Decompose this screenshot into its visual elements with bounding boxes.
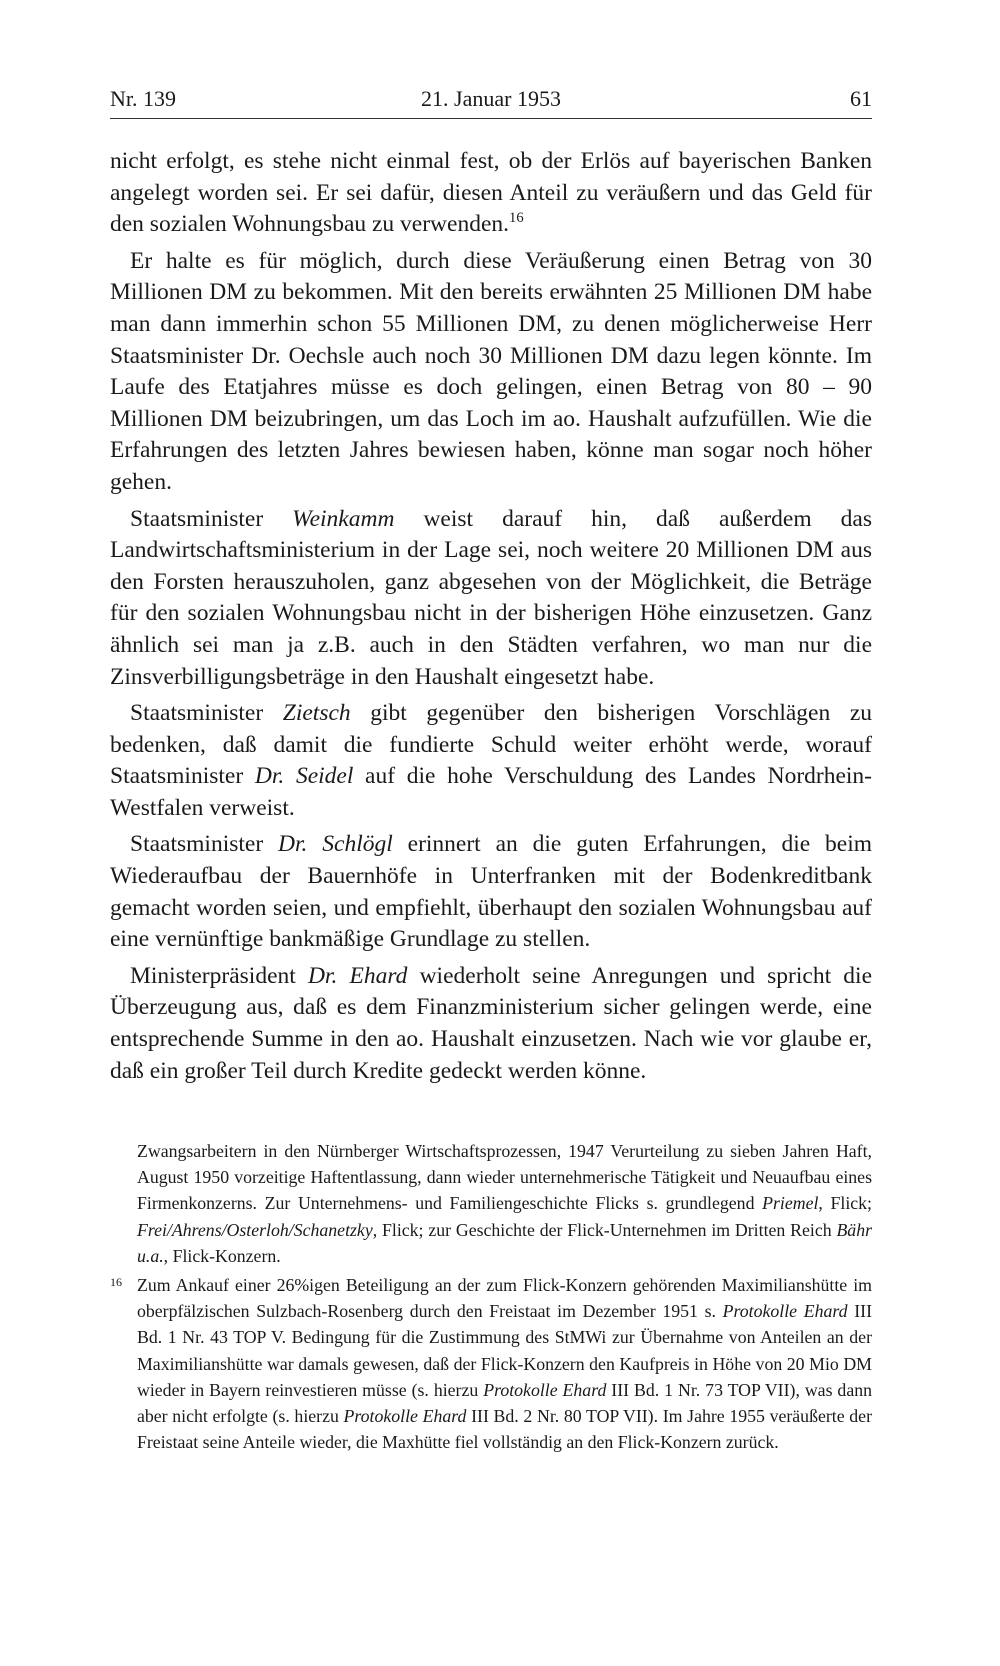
footnote-continued: Zwangsarbeitern in den Nürnberger Wirtschaftsprozessen, 1947 Verurteilung zu sieben Jahren Haft, August 1950 vorzeitige Haftentlassung, dann wieder unternehmerische Tätigkeit und Neuaufbau eines Firmenkonzerns. Zur Unternehmens- und Familiengeschichte Flicks s. grundlegend Priemel, Flick; Frei/Ahrens/Osterloh/Schanetzky, Flick; zur Geschichte der Flick-Unternehmen im Dritten Reich Bähr u.a., Flick-Konzern. [137, 1141, 872, 1266]
paragraph-4: Staatsminister Zietsch gibt gegenüber den bisherigen Vorschlägen zu bedenken, daß damit die fundierte Schuld weiter erhöht werde, worauf Staatsminister Dr. Seidel auf die hohe Verschuldung des Landes Nordrhein-Westfalen verweist. [110, 700, 873, 821]
footnotes [110, 1138, 872, 1458]
paragraph-5: Staatsminister Dr. Schlögl erinnert an die guten Erfahrungen, die beim Wiederaufbau der Bauernhöfe in Unterfranken mit der Bodenkreditbank gemacht worden seien, und empfiehlt, überhaupt den sozialen Wohnungsbau auf eine vernünftige bankmäßige Grundlage zu stellen. [110, 831, 873, 953]
paragraph-2: Er halte es für möglich, durch diese Veräußerung einen Betrag von 30 Millionen DM zu bekommen. Mit den bereits erwähnten 25 Millionen DM habe man dann immerhin schon 55 Millionen DM, zu denen möglicherweise Herr Staatsminister Dr. Oechsle auch noch 30 Millionen DM dazu legen könnte. Im Laufe des Etatjahres müsse es doch gelingen, einen Betrag von 80 – 90 Millionen DM beizubringen, um das Loch im ao. Haushalt aufzufüllen. Wie die Erfahrungen des letzten Jahres bewiesen haben, könne man sogar noch höher gehen. [110, 247, 872, 495]
footnote-number: 16 [110, 1275, 122, 1290]
speaker-name: Zietsch [282, 700, 351, 727]
document-number: Nr. 139 [110, 86, 176, 111]
speaker-name: Dr. Seidel [254, 763, 354, 790]
running-head [110, 84, 872, 119]
footnote-ref-16: 16 [509, 210, 524, 227]
paragraph-6: Ministerpräsident Dr. Ehard wiederholt seine Anregungen und spricht die Überzeugung aus, daß es dem Finanzministerium sicher gelingen werde, eine entsprechende Summe in den ao. Haushalt einzusetzen. Nach wie vor glaube er, daß ein großer Teil durch Kredite gedeckt werden könne. [110, 962, 873, 1084]
paragraph-3: Staatsminister Weinkamm weist darauf hin, daß außerdem das Landwirtschaftsministerium in der Lage sei, noch weitere 20 Millionen DM aus den Forsten herauszuholen, ganz abgesehen von der Möglichkeit, die Beträge für den sozialen Wohnungsbau nicht in der bisherigen Höhe einzusetzen. Ganz ähnlich sei man ja z.B. auch in den Städten verfahren, wo man nur die Zinsverbilligungsbeträge in den Haushalt eingesetzt habe. [110, 505, 872, 690]
header-date: 21. Januar 1953 [421, 86, 561, 111]
speaker-name: Dr. Schlögl [278, 831, 393, 858]
page-number: 61 [850, 86, 872, 111]
speaker-name: Weinkamm [292, 505, 395, 532]
paragraph-1: nicht erfolgt, es stehe nicht einmal fest, ob der Erlös auf bayerischen Banken angelegt worden sei. Er sei dafür, diesen Anteil zu veräußern und das Geld für den sozialen Wohnungsbau zu verwenden.$^{16}$ [110, 148, 872, 238]
speaker-name: Dr. Ehard [307, 962, 408, 989]
main-text [110, 146, 872, 1092]
footnote-16: 16 Zum Ankauf einer 26%igen Beteiligung an der zum Flick-Konzern gehörenden Maximilianshütte im oberpfälzischen Sulzbach-Rosenberg durch den Freistaat im Dezember 1951 s. Protokolle Ehard III Bd. 1 Nr. 43 TOP V. Bedingung für die Zustimmung des StMWi zur Übernahme von Anteilen an der Maximilianshütte war damals gewesen, daß der Flick-Konzern den Kaufpreis in Höhe von 20 Mio DM wieder in Bayern reinvestieren müsse (s. hierzu Protokolle Ehard III Bd. 1 Nr. 73 TOP VII), was dann aber nicht erfolgte (s. hierzu Protokolle Ehard III Bd. 2 Nr. 80 TOP VII). Im Jahre 1955 veräußerte der Freistaat seine Anteile wieder, die Maxhütte fiel vollständig an den Flick-Konzern zurück. [110, 1272, 872, 1455]
